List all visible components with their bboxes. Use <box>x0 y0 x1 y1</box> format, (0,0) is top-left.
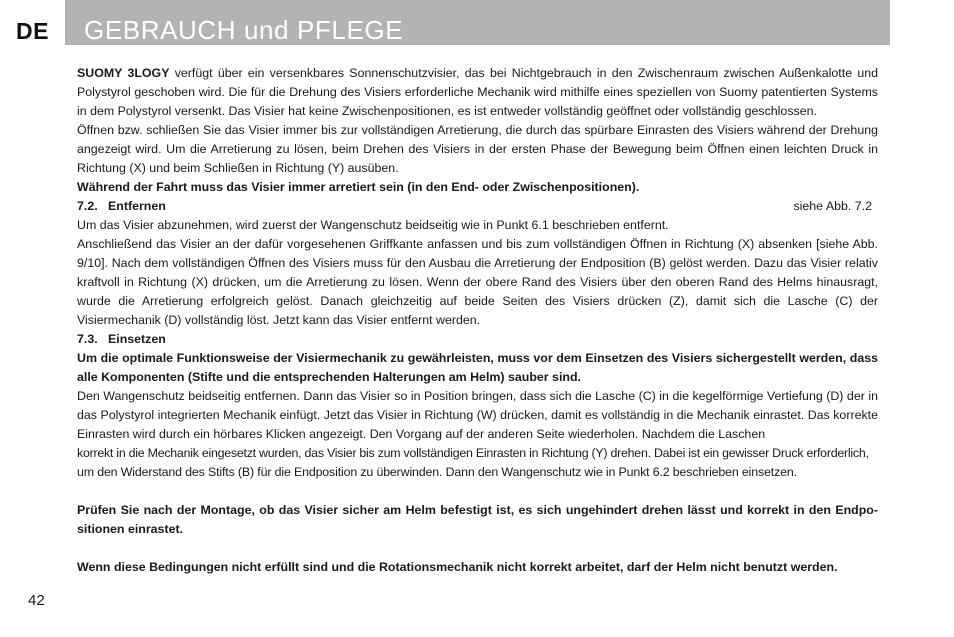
post-install-check: Prüfen Sie nach der Montage, ob das Visier sicher am Helm befestigt ist, es sich ungehindert drehen lässt und korrekt in den Endpo-sitionen einrastet. <box>77 503 878 536</box>
page-number: 42 <box>28 592 45 609</box>
section-7-2-header <box>77 197 878 216</box>
remove-paragraph-1: Um das Visier abzunehmen, wird zuerst der Wangenschutz beidseitig wie in Punkt 6.1 beschrieben entfernt. <box>77 218 669 232</box>
spacer <box>77 539 878 558</box>
install-paragraph-line-5: um den Widerstand des Stifts (B) für die Endposition zu überwinden. Dann den Wangenschutz wie in Punkt 6.2 beschrieben einsetzen. <box>77 465 797 479</box>
intro-text: verfügt über ein versenkbares Sonnenschutzvisier, das bei Nichtgebrauch in den Zwischenraum zwischen Außenkalotte und Polystyrol geschoben wird. Die für die Drehung des Visiers erforderliche Mechanik wird mithilfe eines speziellen von Suomy patentierten Systems in dem Polystyrol versenkt. Das Visier hat keine Zwischenpositionen, es ist entweder vollständig geöffnet oder vollständig geschlossen. <box>77 66 879 118</box>
remove-paragraph-2: Anschließend das Visier an der dafür vorgesehenen Griffkante anfassen und bis zum vollständigen Öffnen in Richtung (X) absenken [siehe Abb. 9/10]. Nach dem vollständigen Öffnen des Visiers muss für den Ausbau die Arretierung der Endposition (B) gelöst werden. Dazu das Visier relativ kraftvoll in Richtung (X) drücken, um die Arretierung zu lösen. Wenn der obere Rand des Visiers über den oberen Rand des Helms hinausragt, wurde die Arretierung erfolgreich gelöst. Danach gleichzeitig auf beide Seiten des Visiers drücken (Z), damit sich die Lasche (C) der Visiermechanik (D) vollständig löst. Jetzt kann das Visier entfernt werden. <box>77 237 878 327</box>
visor-lock-paragraph: Öffnen bzw. schließen Sie das Visier immer bis zur vollständigen Arretierung, die durch das spürbare Einrasten des Visiers während der Drehung angezeigt wird. Um die Arretierung zu lösen, beim Drehen des Visiers in der ersten Phase der Bewegung beim Öffnen einen leichten Druck in Richtung (X) und beim Schließen in Richtung (Y) ausüben. <box>77 123 878 175</box>
figure-reference: siehe Abb. 7.2 <box>793 199 872 213</box>
section-7-2-heading: 7.2. Entfernen <box>77 199 166 213</box>
install-cleanliness-note: Um die optimale Funktionsweise der Visiermechanik zu gewährleisten, muss vor dem Einsetzen des Visiers sichergestellt werden, dass alle Komponenten (Stifte und die entsprechenden Halterungen am Helm) sauber sind. <box>77 351 878 384</box>
document-body <box>77 64 878 577</box>
spacer <box>77 482 878 501</box>
section-7-3-heading: 7.3. Einsetzen <box>77 332 166 346</box>
brand-name: SUOMY 3LOGY <box>77 66 170 80</box>
intro-paragraph <box>77 64 878 121</box>
usage-warning: Wenn diese Bedingungen nicht erfüllt sind und die Rotationsmechanik nicht korrekt arbeitet, darf der Helm nicht benutzt werden. <box>77 560 838 574</box>
install-paragraph: Den Wangenschutz beidseitig entfernen. Dann das Visier so in Position bringen, dass sich die Lasche (C) in die kegelförmige Vertiefung (D) der in das Polystyrol integrierten Mechanik einfügt. Jetzt das Visier in Richtung (W) drücken, damit es vollständig in die Mechanik einrastet. Das korrekte Einrasten wird durch ein hörbares Klicken angezeigt. Den Vorgang auf der anderen Seite wiederholen. Nachdem die Laschen <box>77 389 878 441</box>
page-title: GEBRAUCH und PFLEGE <box>84 15 404 45</box>
install-paragraph-line-4: korrekt in die Mechanik eingesetzt wurden, das Visier bis zum vollständigen Einrasten in Richtung (Y) drehen. Dabei ist ein gewisser Druck erforderlich, <box>77 446 869 460</box>
riding-warning: Während der Fahrt muss das Visier immer arretiert sein (in den End- oder Zwischenpositionen). <box>77 180 640 194</box>
language-code: DE <box>16 18 49 44</box>
